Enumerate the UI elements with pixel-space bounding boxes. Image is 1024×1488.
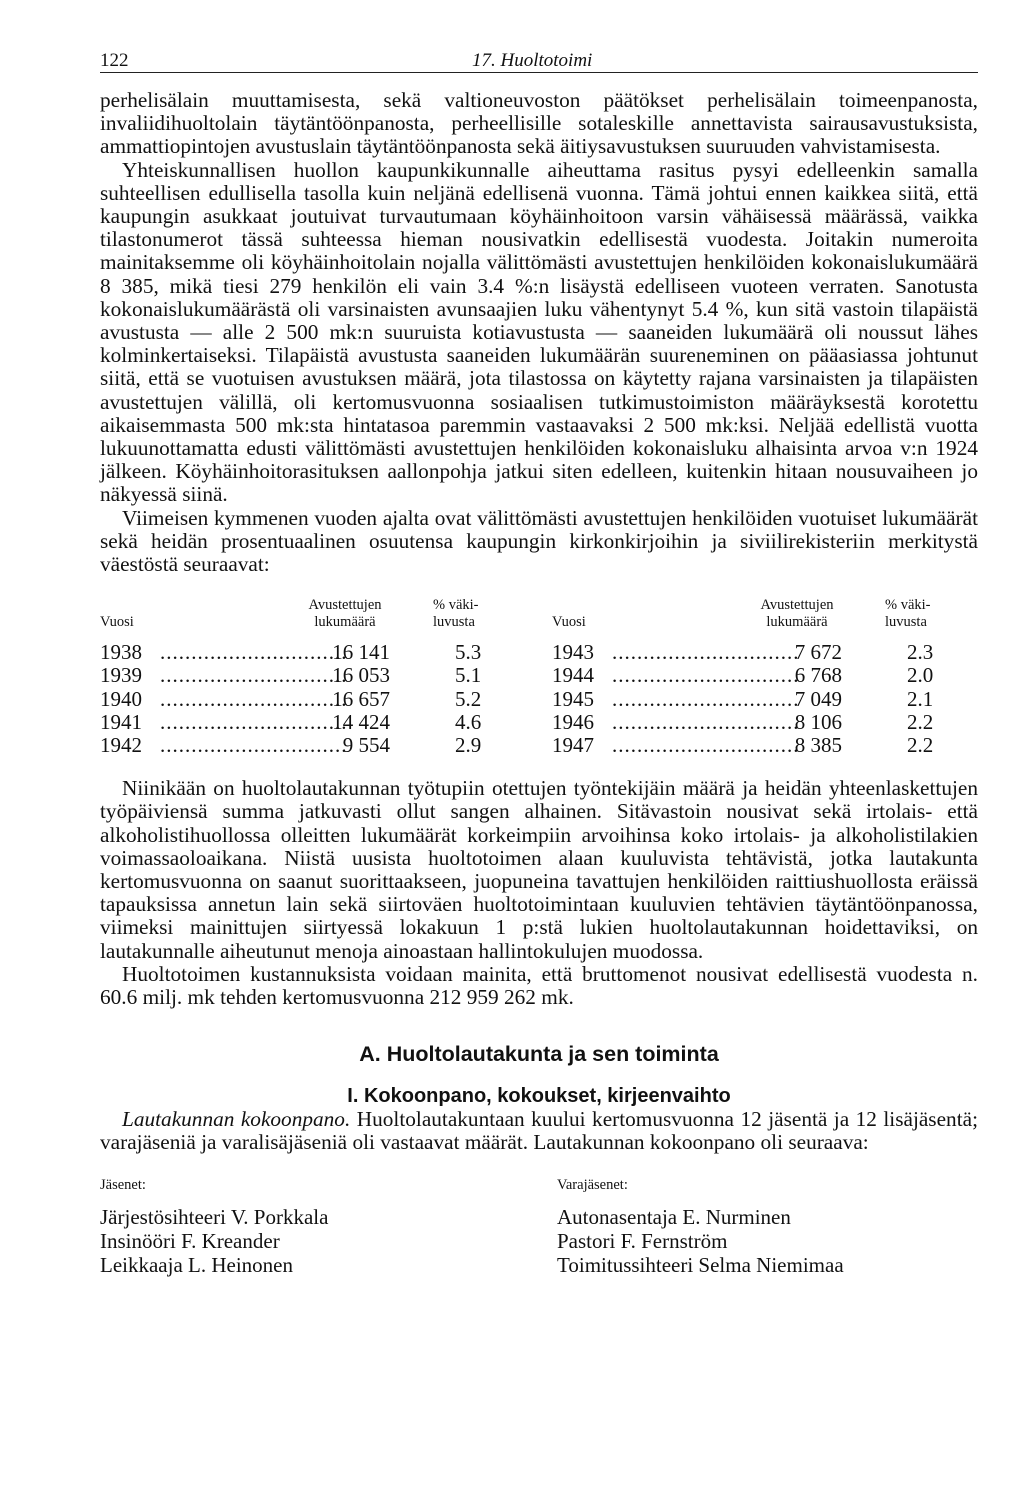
deputy-name: Pastori F. Fernström bbox=[557, 1229, 728, 1254]
column-header-percent bbox=[885, 597, 965, 631]
leader-dots: .............................. bbox=[160, 709, 348, 734]
leader-dots: .............................. bbox=[612, 709, 800, 734]
column-header-count-line2: lukumäärä bbox=[766, 614, 828, 631]
column-header-count bbox=[295, 597, 395, 631]
cell-count: 16 657 bbox=[332, 686, 390, 711]
cell-year: 1945 bbox=[552, 686, 594, 711]
cell-percent: 5.3 bbox=[455, 640, 482, 665]
running-title: 17. Huoltotoimi bbox=[472, 50, 593, 71]
table-row bbox=[552, 688, 982, 711]
cell-percent: 5.1 bbox=[455, 663, 482, 688]
members-header: Jäsenet: bbox=[100, 1177, 146, 1194]
cell-count: 16 141 bbox=[332, 640, 390, 665]
cell-year: 1942 bbox=[100, 733, 142, 758]
member-list bbox=[100, 1174, 978, 1284]
table-row bbox=[100, 734, 530, 757]
paragraph-3: Viimeisen kymmenen vuoden ajalta ovat välittömästi avustettujen henkilöiden vuotuiset lukumäärät sekä heidän prosentuaalinen osuutensa kaupungin kirkonkirjoihin ja siviilirekisteriin merkitystä väestöstä seuraavat: bbox=[100, 505, 978, 577]
cell-count: 8 385 bbox=[794, 733, 842, 758]
paragraph-2: Yhteiskunnallisen huollon kaupunkikunnalle aiheuttama rasitus pysyi edelleenkin samalla suhteellisen edullisella tasolla kuin neljänä edellisenä vuonna. Tämä johtui ennen kaikkea siitä, että kaupungin asukkaat joutuivat turvautumaan köyhäinhoitoon varsin vähäisessä määrässä, vaikka tilastonumerot tässä suhteessa hieman nousivatkin edellisestä vuodesta. Joitakin numeroita mainitaksemme oli köyhäinhoitolain nojalla välittömästi avustettujen henkilöiden kokonaislukumäärä 8 385, mikä tiesi 279 henkilön eli vain 3.4 %:n lisäystä edelliseen vuoteen verraten. Sanotusta kokonaislukumäärästä oli varsinaisten avunsaajien luku vähentynyt 5.4 %, kun sitä vastoin tilapäistä avustusta — alle 2 500 mk:n suuruista kotiavustusta — saaneiden lukumäärä oli noussut lähes kolminkertaiseksi. Tilapäistä avustusta saaneiden lukumäärän suureneminen on pääasiassa johtunut siitä, että se vuotuisen avustuksen määrä, jota tilastossa on käytetty rajana varsinaisten ja tilapäisten avustettujen välillä, oli kertomusvuonna sosiaalisen tutkimustoimiston määräyksestä korotettu aikaisemmasta 500 mk:sta hintatasoa paremmin vastaavaksi 2 500 mk:ksi. Neljää edellistä vuotta lukuunottamatta edusti välittömästi avustettujen henkilöiden kokonaisluku alhaisinta arvoa v:n 1924 jälkeen. Köyhäinhoitorasituksen aallonpohja jatkui siten edelleen, kuitenkin hitaan nousuvaiheen jo näkyessä siinä. bbox=[100, 157, 978, 507]
deputy-name: Autonasentaja E. Nurminen bbox=[557, 1205, 791, 1230]
table-row bbox=[552, 641, 982, 664]
member-name: Leikkaaja L. Heinonen bbox=[100, 1253, 293, 1278]
cell-year: 1940 bbox=[100, 686, 142, 711]
table-rows-right bbox=[552, 641, 982, 757]
column-header-percent-line2: luvusta bbox=[433, 614, 475, 631]
leader-dots: .............................. bbox=[612, 733, 800, 758]
paragraph-4: Niinikään on huoltolautakunnan työtupiin otettujen työntekijäin määrä ja heidän yhteenlaskettujen työpäiviensä summa jatkuvasti ollut sangen alhainen. Sitävastoin nousivat sekä irtolais- että alkoholistihuollossa olleitten lukumäärät korkeimpiin arvoihinsa koko irtolais- ja alkoholistilakien voimassaoloaikana. Niistä uusista huoltotoimen alaan kuuluvista tehtävistä, jotka lautakunta kertomusvuonna on saanut suorittaakseen, juopuneina tavattujen henkilöiden raittiushuollosta eräissä tapauksissa annetun lain sekä siirtoväen huoltotoimintaan kuuluvien tehtävien täytäntöönpanossa, viimeksi mainittujen siirtyessä lokakuun 1 p:stä lukien huoltolautakunnan hoidettaviksi, on lautakunnalle aiheutunut menoja ainoastaan hallintokulujen muodossa. bbox=[100, 776, 978, 963]
intro-italic: Lautakunnan kokoonpano. bbox=[122, 1106, 351, 1131]
table-row bbox=[100, 641, 530, 664]
cell-percent: 2.2 bbox=[907, 733, 934, 758]
deputies-column bbox=[557, 1174, 844, 1277]
table-right-half bbox=[552, 597, 982, 757]
cell-percent: 5.2 bbox=[455, 686, 482, 711]
cell-percent: 2.0 bbox=[907, 663, 934, 688]
column-header-percent bbox=[433, 597, 513, 631]
table-left-half bbox=[100, 597, 530, 757]
cell-year: 1939 bbox=[100, 663, 142, 688]
cell-count: 16 053 bbox=[332, 663, 390, 688]
column-header-count-line2: lukumäärä bbox=[314, 614, 376, 631]
paragraph-5: Huoltotoimen kustannuksista voidaan mainita, että bruttomenot nousivat edellisestä vuodesta n. 60.6 milj. mk tehden kertomusvuonna 212 959 262 mk. bbox=[100, 961, 978, 1010]
column-header-count bbox=[747, 597, 847, 631]
intro-paragraph bbox=[100, 1108, 978, 1154]
column-header-year: Vuosi bbox=[100, 614, 134, 631]
leader-dots: .............................. bbox=[160, 663, 348, 688]
document-page bbox=[100, 46, 978, 1284]
member-name: Järjestösihteeri V. Porkkala bbox=[100, 1205, 329, 1230]
leader-dots: .............................. bbox=[160, 686, 348, 711]
page-number: 122 bbox=[100, 50, 129, 71]
leader-dots: .............................. bbox=[160, 733, 348, 758]
intro-text: Huoltolautakuntaan kuului kertomusvuonna 12 jäsentä ja 12 lisäjäsentä; varajäseniä ja varalisäjäseniä oli vastaavat määrät. Lautakunnan kokoonpano oli seuraava: bbox=[100, 1106, 978, 1154]
column-header-year: Vuosi bbox=[552, 614, 586, 631]
table-row bbox=[552, 664, 982, 687]
cell-count: 6 768 bbox=[794, 663, 842, 688]
cell-percent: 2.1 bbox=[907, 686, 934, 711]
member-name: Insinööri F. Kreander bbox=[100, 1229, 280, 1254]
statistics-table bbox=[100, 597, 978, 757]
table-row bbox=[552, 711, 982, 734]
cell-count: 9 554 bbox=[342, 733, 390, 758]
column-header-count-line1: Avustettujen bbox=[760, 597, 834, 614]
running-header bbox=[100, 46, 978, 73]
body-text bbox=[100, 89, 978, 1284]
cell-count: 7 672 bbox=[794, 640, 842, 665]
deputies-header: Varajäsenet: bbox=[557, 1177, 628, 1194]
leader-dots: .............................. bbox=[612, 686, 800, 711]
cell-percent: 2.9 bbox=[455, 733, 482, 758]
table-rows-left bbox=[100, 641, 530, 757]
deputy-name: Toimitussihteeri Selma Niemimaa bbox=[557, 1253, 844, 1278]
column-header-percent-line2: luvusta bbox=[885, 614, 927, 631]
leader-dots: .............................. bbox=[612, 640, 800, 665]
cell-percent: 4.6 bbox=[455, 709, 482, 734]
cell-year: 1941 bbox=[100, 709, 142, 734]
cell-year: 1947 bbox=[552, 733, 594, 758]
cell-percent: 2.2 bbox=[907, 709, 934, 734]
section-heading-a: A. Huoltolautakunta ja sen toiminta bbox=[359, 1042, 719, 1067]
cell-year: 1943 bbox=[552, 640, 594, 665]
section-heading-i: I. Kokoonpano, kokoukset, kirjeenvaihto bbox=[347, 1084, 731, 1107]
table-row bbox=[100, 664, 530, 687]
column-header-count-line1: Avustettujen bbox=[308, 597, 382, 614]
cell-percent: 2.3 bbox=[907, 640, 934, 665]
members-column bbox=[100, 1174, 328, 1277]
table-row bbox=[552, 734, 982, 757]
leader-dots: .............................. bbox=[612, 663, 800, 688]
table-row bbox=[100, 711, 530, 734]
paragraph-1: perhelisälain muuttamisesta, sekä valtioneuvoston päätökset perhelisälain toimeenpanosta, invaliidihuoltolain täytäntöönpanosta, perheellisille sotaleskille annettavista sairausavustuksista, ammattiopintojen avustuslain täytäntöönpanosta sekä äitiysavustuksen suuruuden vahvistamisesta. bbox=[100, 88, 978, 159]
column-header-percent-line1: % väki- bbox=[885, 597, 931, 614]
cell-count: 7 049 bbox=[794, 686, 842, 711]
cell-year: 1946 bbox=[552, 709, 594, 734]
cell-count: 8 106 bbox=[794, 709, 842, 734]
cell-count: 14 424 bbox=[332, 709, 390, 734]
leader-dots: .............................. bbox=[160, 640, 348, 665]
column-header-percent-line1: % väki- bbox=[433, 597, 479, 614]
cell-year: 1938 bbox=[100, 640, 142, 665]
table-row bbox=[100, 688, 530, 711]
cell-year: 1944 bbox=[552, 663, 594, 688]
